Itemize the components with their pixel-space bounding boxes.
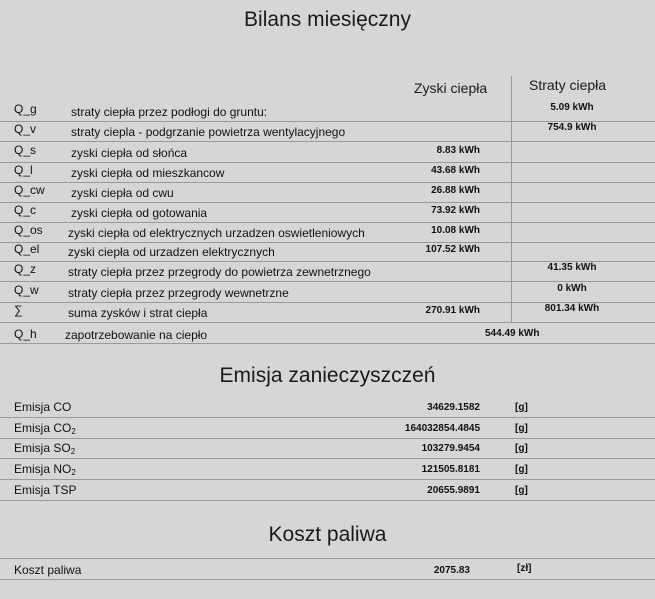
gains-column-header: Zyski ciepła	[414, 80, 488, 96]
emission-label	[14, 421, 76, 436]
gain-value: 73.92 kWh	[431, 205, 480, 216]
emission-label	[14, 483, 76, 497]
balance-symbol: Q_el	[14, 242, 40, 256]
balance-title: Bilans miesięczny	[244, 8, 411, 31]
balance-symbol: Q_l	[14, 163, 33, 177]
balance-description: suma zysków i strat ciepła	[68, 306, 208, 320]
gain-value: 26.88 kWh	[431, 185, 480, 196]
gain-value: 8.83 kWh	[436, 145, 480, 156]
emission-value: 121505.8181	[421, 464, 480, 475]
emission-row	[0, 418, 655, 439]
balance-symbol: Q_cw	[14, 183, 45, 197]
gain-value: 10.08 kWh	[431, 225, 480, 236]
balance-description: straty ciepla - podgrzanie powietrza wentylacyjnego	[71, 125, 346, 139]
balance-description: straty ciepła przez podłogi do gruntu:	[71, 105, 268, 119]
emission-unit: [g]	[515, 464, 528, 475]
fuel-title: Koszt paliwa	[268, 523, 387, 546]
demand-symbol: Q_h	[14, 327, 37, 341]
emission-label-text: Emisja CO	[14, 400, 72, 414]
demand-description: zapotrzebowanie na ciepło	[65, 328, 208, 342]
balance-description: straty ciepła przez przegrody do powietrza zewnetrznego	[68, 265, 371, 279]
balance-row	[0, 303, 655, 323]
loss-value: 0 kWh	[557, 283, 587, 294]
loss-value: 41.35 kWh	[547, 262, 597, 273]
emission-unit: [g]	[515, 443, 528, 454]
emission-label-subscript: 2	[71, 468, 76, 477]
gain-value: 43.68 kWh	[431, 165, 480, 176]
emission-row	[0, 397, 655, 418]
fuel-row	[0, 558, 655, 580]
balance-description: straty ciepła przez przegrody wewnetrzne	[68, 286, 289, 300]
emission-row	[0, 438, 655, 459]
emission-value: 20655.9891	[427, 485, 480, 496]
loss-value: 801.34 kWh	[544, 303, 600, 314]
balance-symbol: Q_os	[14, 223, 43, 237]
demand-value: 544.49 kWh	[485, 328, 540, 339]
emissions-title: Emisja zanieczyszczeń	[219, 364, 436, 387]
emission-label	[14, 441, 75, 456]
demand-row	[0, 323, 655, 344]
losses-column-header: Straty ciepła	[529, 77, 607, 93]
balance-row	[0, 163, 655, 183]
emission-label-text: Emisja TSP	[14, 483, 77, 497]
emission-label-text: Emisja SO	[14, 441, 71, 455]
balance-symbol: Q_v	[14, 122, 37, 136]
balance-symbol: ∑	[14, 303, 23, 317]
balance-description: zyski ciepła od urzadzen elektrycznych	[68, 245, 275, 259]
balance-symbol: Q_w	[14, 283, 39, 297]
balance-row	[0, 122, 655, 142]
fuel-unit: [zł]	[517, 563, 532, 574]
emission-label	[14, 462, 76, 477]
emission-value: 164032854.4845	[404, 423, 480, 434]
fuel-label: Koszt paliwa	[14, 563, 82, 577]
balance-description: zyski ciepła od mieszkancow	[71, 166, 225, 180]
emission-unit: [g]	[515, 485, 528, 496]
balance-symbol: Q_c	[14, 203, 37, 217]
emission-row	[0, 459, 655, 480]
emission-label	[14, 400, 71, 414]
balance-description: zyski ciepła od elektrycznych urzadzen oswietleniowych	[68, 226, 365, 240]
balance-description: zyski ciepła od gotowania	[71, 206, 208, 220]
fuel-value: 2075.83	[433, 565, 470, 576]
emission-label-text: Emisja CO	[14, 421, 72, 435]
emission-unit: [g]	[515, 423, 528, 434]
balance-row	[0, 242, 655, 262]
balance-row	[0, 223, 655, 243]
emission-value: 103279.9454	[421, 443, 480, 454]
gain-value: 107.52 kWh	[425, 244, 480, 255]
balance-row	[0, 143, 655, 163]
balance-row	[0, 283, 655, 303]
balance-symbol: Q_z	[14, 262, 37, 276]
emission-row	[0, 480, 655, 501]
emission-unit: [g]	[515, 402, 528, 413]
balance-row	[0, 203, 655, 223]
balance-row	[0, 262, 655, 282]
balance-description: zyski ciepła od cwu	[71, 186, 174, 200]
emission-label-text: Emisja NO	[14, 462, 72, 476]
loss-value: 754.9 kWh	[547, 122, 597, 133]
balance-symbol: Q_g	[14, 102, 37, 116]
loss-value: 5.09 kWh	[550, 102, 594, 113]
balance-row	[0, 183, 655, 203]
balance-row	[0, 102, 655, 122]
emission-value: 34629.1582	[427, 402, 480, 413]
emission-label-subscript: 2	[71, 427, 76, 436]
balance-symbol: Q_s	[14, 143, 37, 157]
balance-description: zyski ciepła od słońca	[71, 146, 188, 160]
emission-label-subscript: 2	[70, 447, 76, 456]
gain-value: 270.91 kWh	[425, 305, 480, 316]
